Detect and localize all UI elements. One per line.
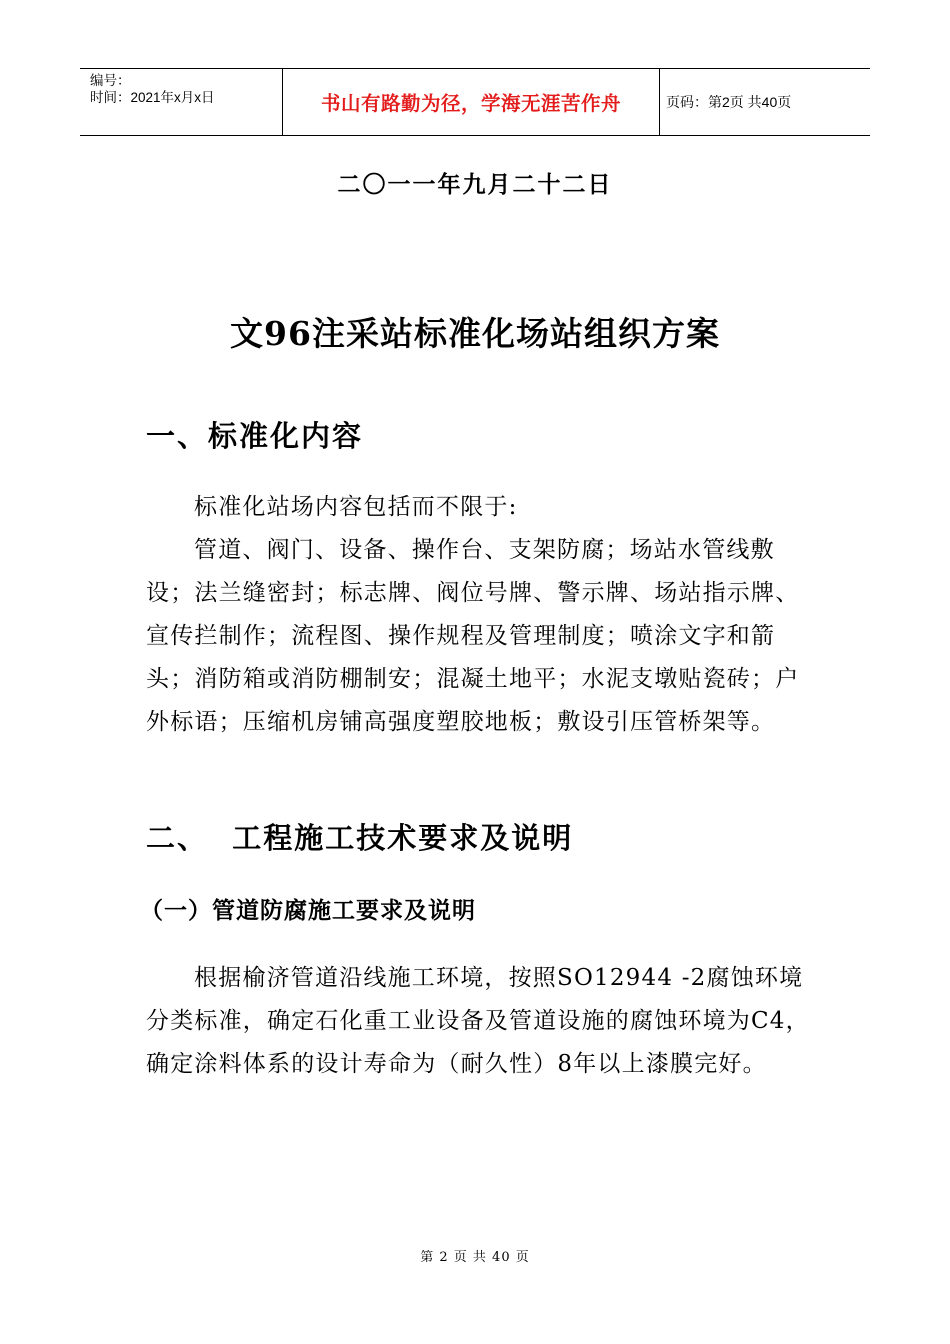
section2-sub1-heading: （一）管道防腐施工要求及说明 bbox=[140, 897, 476, 924]
page-info: 页码：第2页 共40页 bbox=[666, 94, 792, 110]
section2-heading: 二、 工程施工技术要求及说明 bbox=[146, 821, 574, 855]
header-table bbox=[80, 68, 870, 136]
number-label: 编号： bbox=[90, 73, 131, 88]
motto-text: 书山有路勤为径，学海无涯苦作舟 bbox=[320, 92, 621, 115]
time-label: 时间：2021年x月x日 bbox=[90, 90, 215, 105]
header-motto-cell bbox=[282, 69, 660, 135]
document-date: 二〇一一年九月二十二日 bbox=[337, 171, 613, 198]
section1-heading: 一、标准化内容 bbox=[146, 419, 364, 453]
document-title: 文96注采站标准化场站组织方案 bbox=[230, 314, 720, 353]
section1-intro: 标准化站场内容包括而不限于: bbox=[194, 494, 518, 520]
header-page-cell bbox=[660, 69, 870, 135]
header-meta-cell bbox=[80, 69, 282, 135]
page-footer: 第 2 页 共 40 页 bbox=[420, 1250, 530, 1265]
section1-body: 管道、阀门、设备、操作台、支架防腐；场站水管线敷设；法兰缝密封；标志牌、阀位号牌、警示牌、场站指示牌、宣传拦制作；流程图、操作规程及管理制度；喷涂文字和箭头；消防箱或消防棚制安；混凝土地平；水泥支墩贴瓷砖；户外标语；压缩机房铺高强度塑胶地板；敷设引压管桥架等。 bbox=[146, 537, 800, 735]
section2-sub1-body: 根据榆济管道沿线施工环境，按照SO12944 -2腐蚀环境分类标准，确定石化重工业设备及管道设施的腐蚀环境为C4，确定涂料体系的设计寿命为（耐久性）8年以上漆膜完好。 bbox=[146, 965, 810, 1077]
